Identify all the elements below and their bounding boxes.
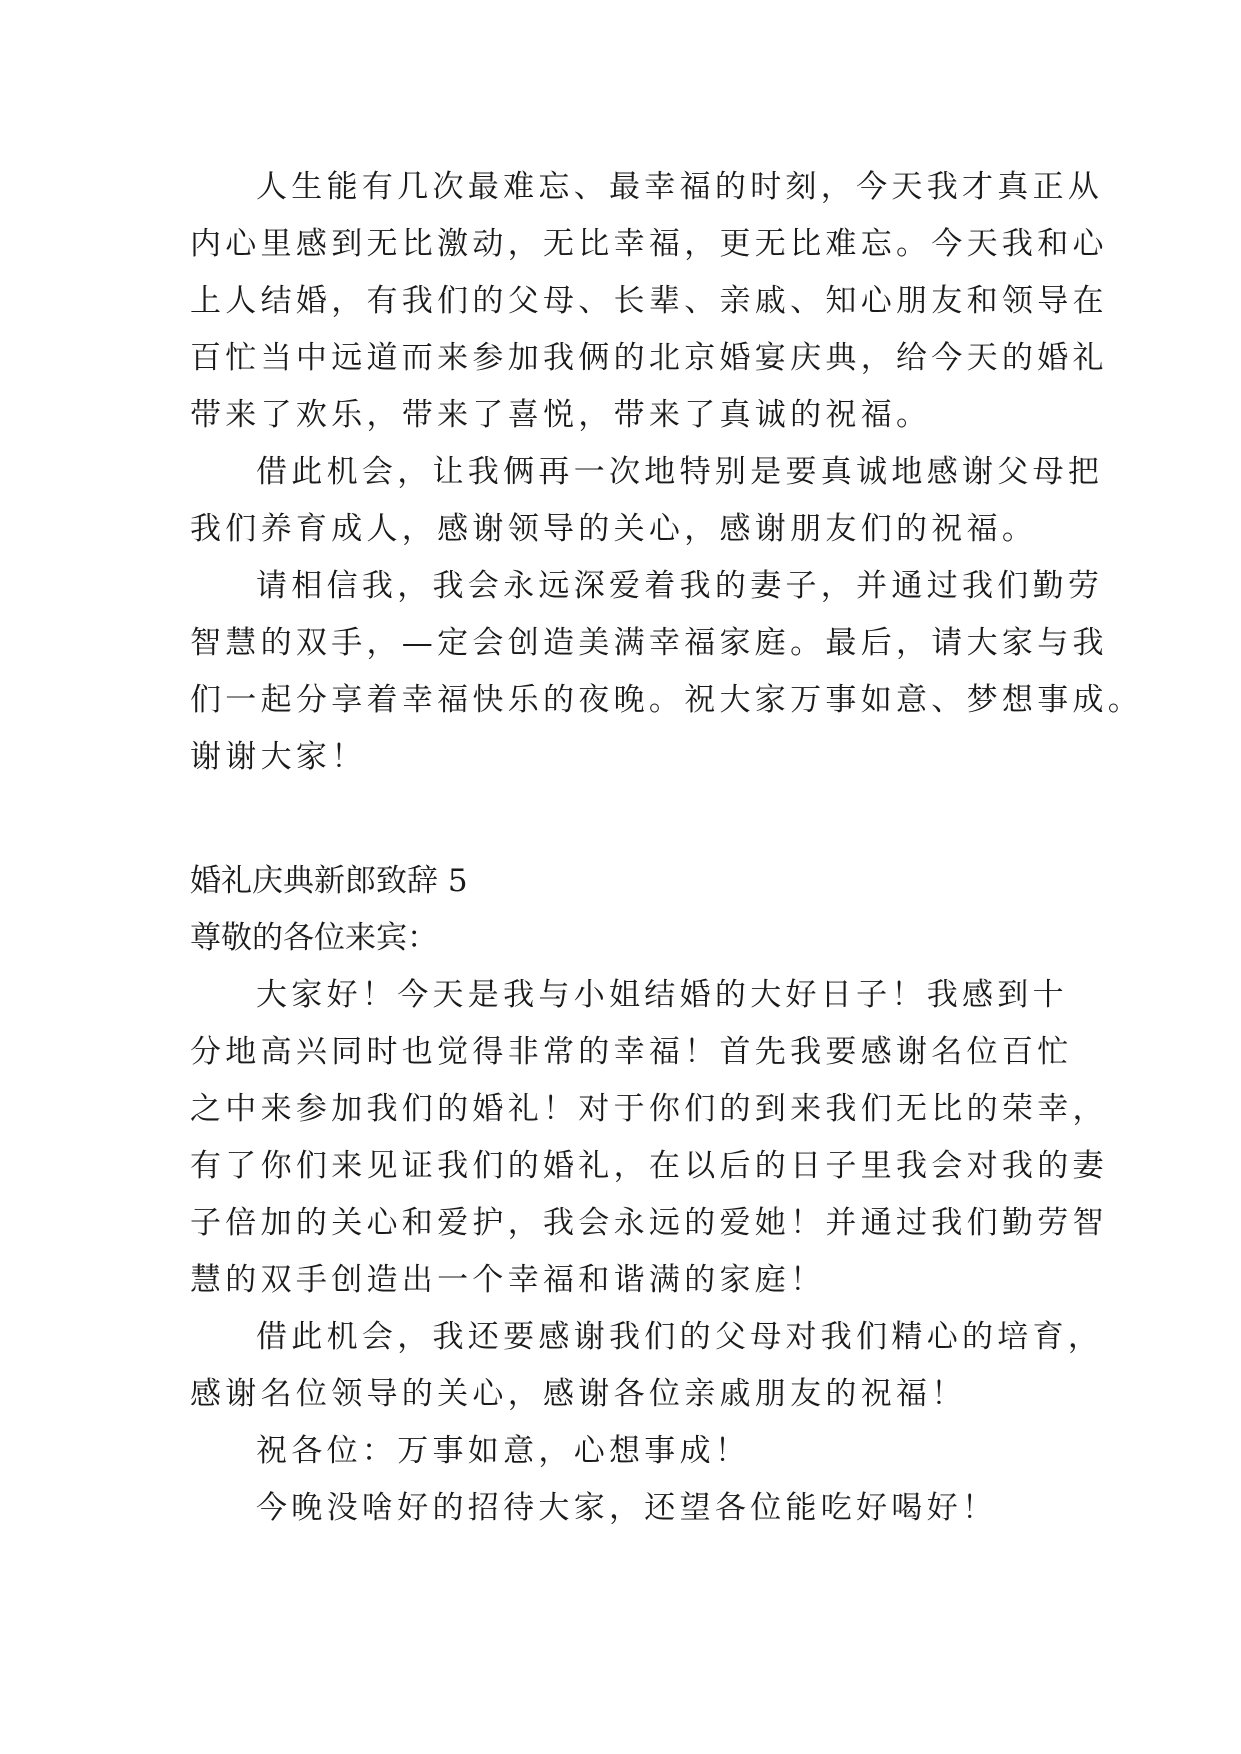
paragraph-line: 慧的双手创造出一个幸福和谐满的家庭！: [190, 1262, 826, 1298]
paragraph-line: 有了你们来见证我们的婚礼，在以后的日子里我会对我的妻: [190, 1148, 1108, 1184]
paragraph-line: 智慧的双手，—定会创造美满幸福家庭。最后，请大家与我: [190, 625, 1108, 661]
paragraph-line: 上人结婚，有我们的父母、长辈、亲戚、知心朋友和领导在: [190, 283, 1108, 319]
paragraph-line: 感谢名位领导的关心，感谢各位亲戚朋友的祝福！: [190, 1376, 967, 1412]
paragraph-line: 大家好！今天是我与小姐结婚的大好日子！我感到十: [256, 977, 1068, 1013]
greeting: 尊敬的各位来宾：: [190, 920, 438, 956]
paragraph-line: 分地高兴同时也觉得非常的幸福！首先我要感谢名位百忙: [190, 1034, 1073, 1070]
paragraph-line: 祝各位：万事如意，心想事成！: [256, 1433, 751, 1469]
paragraph-line: 谢谢大家！: [190, 739, 367, 775]
paragraph-line: 借此机会，让我俩再一次地特别是要真诚地感谢父母把: [256, 454, 1104, 490]
paragraph-line: 借此机会，我还要感谢我们的父母对我们精心的培育，: [256, 1319, 1104, 1355]
paragraph-line: 百忙当中远道而来参加我俩的北京婚宴庆典，给今天的婚礼: [190, 340, 1108, 376]
paragraph-line: 人生能有几次最难忘、最幸福的时刻，今天我才真正从: [256, 169, 1104, 205]
paragraph-line: 带来了欢乐，带来了喜悦，带来了真诚的祝福。: [190, 397, 932, 433]
section-title: 婚礼庆典新郎致辞 5: [190, 863, 468, 899]
paragraph-line: 今晚没啥好的招待大家，还望各位能吃好喝好！: [256, 1490, 998, 1526]
paragraph-line: 之中来参加我们的婚礼！对于你们的到来我们无比的荣幸，: [190, 1091, 1108, 1127]
paragraph-line: 内心里感到无比激动，无比幸福，更无比难忘。今天我和心: [190, 226, 1108, 262]
paragraph-line: 子倍加的关心和爱护，我会永远的爱她！并通过我们勤劳智: [190, 1205, 1108, 1241]
paragraph-line: 我们养育成人，感谢领导的关心，感谢朋友们的祝福。: [190, 511, 1038, 547]
paragraph-line: 请相信我，我会永远深爱着我的妻子，并通过我们勤劳: [256, 568, 1104, 604]
paragraph-line: 们一起分享着幸福快乐的夜晚。祝大家万事如意、梦想事成。: [190, 682, 1144, 718]
